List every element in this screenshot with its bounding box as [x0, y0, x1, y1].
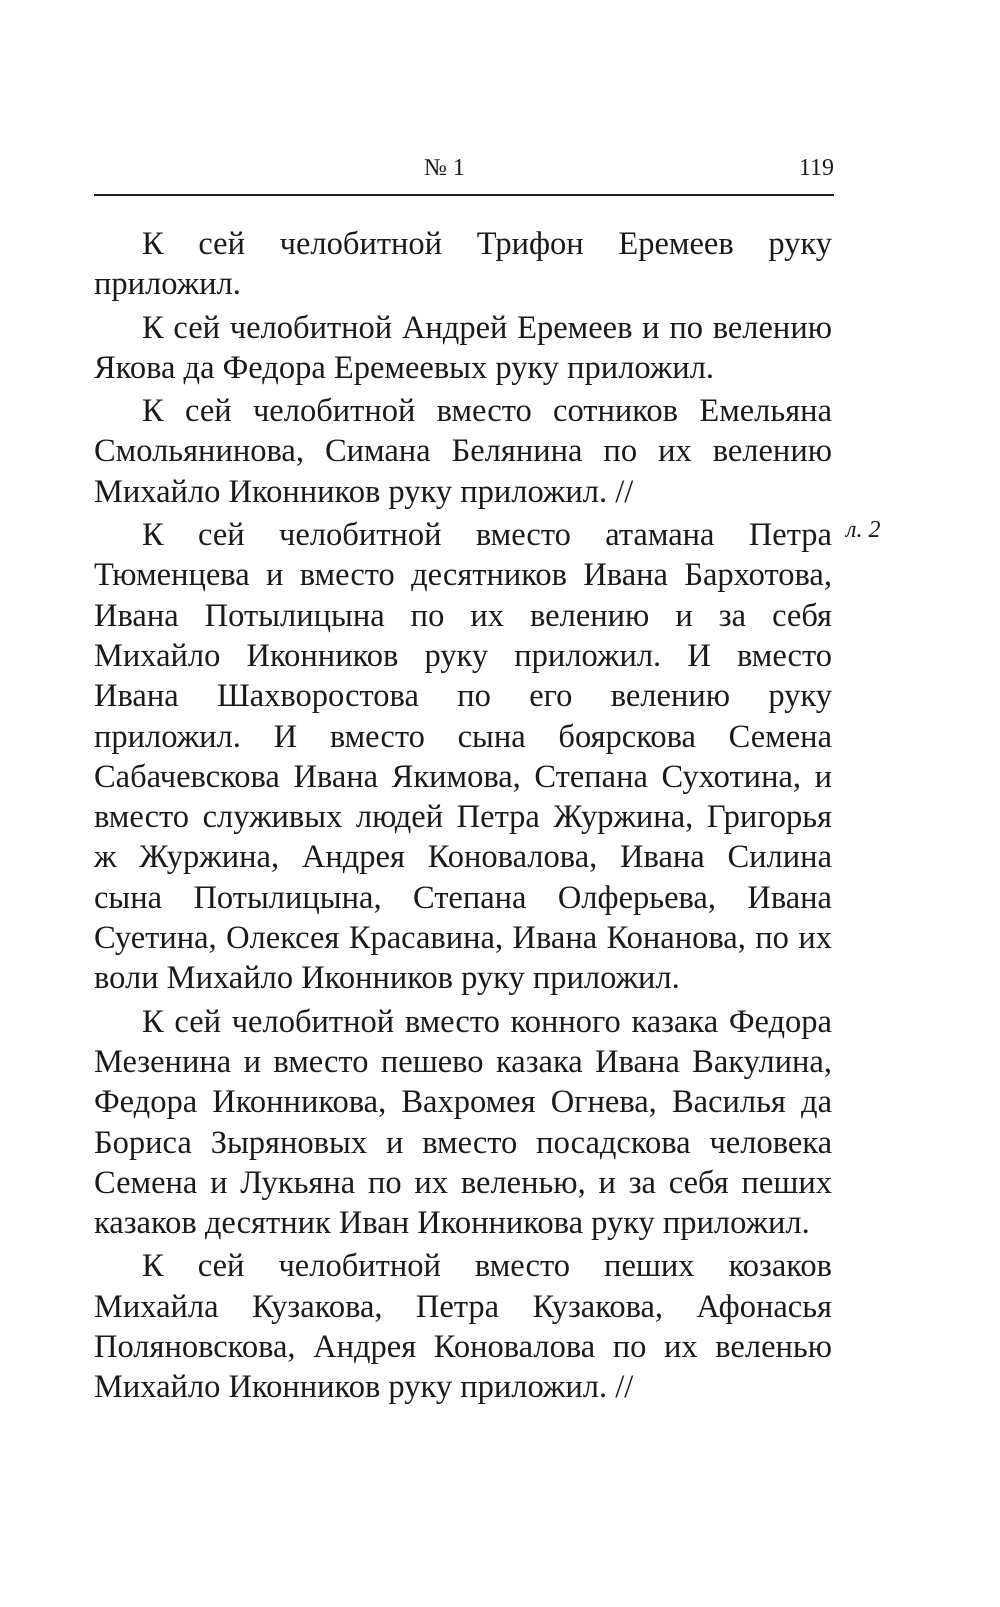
document-number: № 1	[424, 155, 465, 181]
margin-leaf-note: л. 2	[846, 517, 881, 543]
paragraph: К сей челобитной вместо атамана Петра Тюменцева и вместо десятников Ивана Бархотова, Ивана Потылицына по их велению и за себя Михайло Иконников руку приложил. И вместо Ивана Шахворостова по его велению руку приложил. И вместо сына боярскова Семена Сабачевскова Ивана Якимова, Степана Сухотина, и вместо служивых людей Петра Журжина, Григорья ж Журжина, Андрея Коновалова, Ивана Силина сына Потылицына, Степана Олферьева, Ивана Суетина, Олексея Красавина, Ивана Конанова, по их воли Михайло Иконников руку приложил.	[94, 517, 832, 997]
body-text	[94, 224, 832, 1411]
paragraph: К сей челобитной вместо сотников Емельяна Смольянинова, Симана Белянина по их велению Михайло Иконников руку приложил. //	[94, 393, 832, 510]
paragraph: К сей челобитной Андрей Еремеев и по велению Якова да Федора Еремеевых руку приложил.	[94, 309, 832, 386]
paragraph: К сей челобитной Трифон Еремеев руку приложил.	[94, 226, 832, 303]
running-header	[94, 150, 834, 196]
paragraph: К сей челобитной вместо конного казака Федора Мезенина и вместо пешево казака Ивана Вакулина, Федора Иконникова, Вахромея Огнева, Василья да Бориса Зыряновых и вместо посадскова человека Семена и Лукьяна по их веленью, и за себя пеших казаков десятник Иван Иконникова руку приложил.	[94, 1003, 832, 1242]
page-number: 119	[798, 155, 834, 181]
paragraph: К сей челобитной вместо пеших козаков Михайла Кузакова, Петра Кузакова, Афонасья Поляновскова, Андрея Коновалова по их веленью Михайло Иконников руку приложил. //	[94, 1248, 832, 1406]
